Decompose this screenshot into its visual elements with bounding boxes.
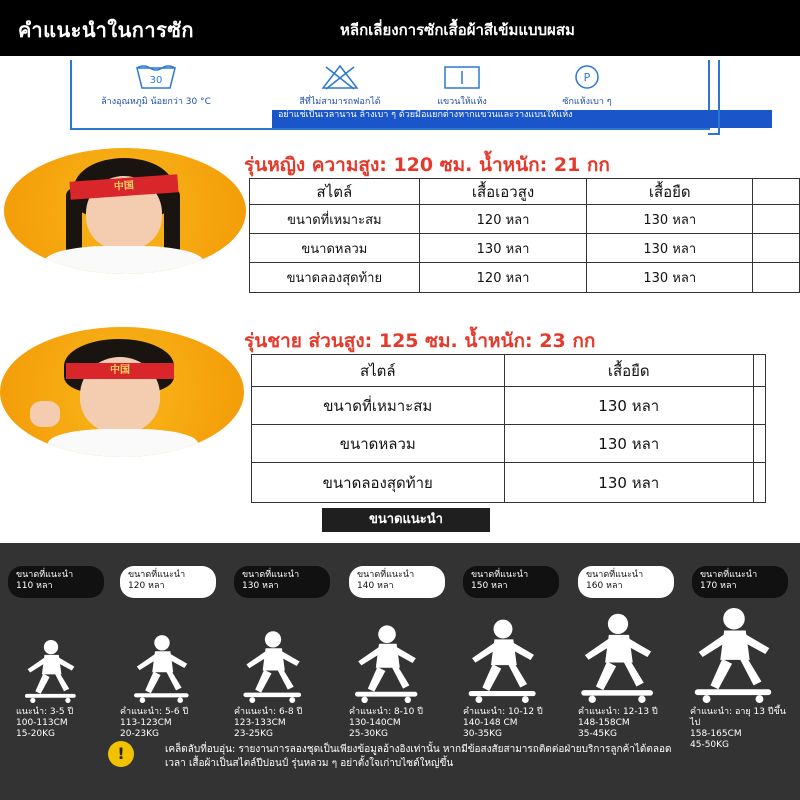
care-frame-corner — [708, 60, 720, 135]
size-bubble-150 — [463, 566, 559, 598]
table-header-cell: เสื้อยืด — [504, 355, 753, 387]
table-cell-empty — [754, 425, 766, 463]
size-weight: 30-35KG — [463, 729, 503, 739]
table-cell: ขนาดหลวม — [252, 425, 505, 463]
table-cell: 130 หลา — [419, 234, 587, 263]
girl-shirt — [44, 246, 204, 274]
care-label-dryclean: ซักแห้งเบา ๆ — [562, 97, 612, 107]
table-cell: 120 หลา — [419, 263, 587, 293]
size-info-110 — [16, 707, 116, 740]
hang-dry-icon — [442, 64, 482, 90]
size-bubble-170 — [692, 566, 788, 598]
care-note: อย่าแช่เป็นเวลานาน ล้างเบา ๆ ด้วยมือแยกต่างหากแขวนและวางแบนให้แห้ง — [272, 110, 772, 128]
boy-size-table — [251, 354, 766, 503]
boy-hand — [30, 401, 60, 427]
skater-figure-150 — [456, 617, 550, 703]
skater-figure-130 — [232, 629, 314, 703]
girl-headband: 中国 — [70, 174, 179, 199]
bubble-label: ขนาดที่แนะนำ — [471, 570, 529, 580]
girl-avatar — [4, 148, 246, 274]
bubble-label: ขนาดที่แนะนำ — [128, 570, 186, 580]
skater-figure-170 — [682, 605, 786, 703]
boy-headband: 中国 — [66, 363, 174, 379]
table-cell: 130 หลา — [504, 463, 753, 503]
care-item-hang — [412, 64, 512, 108]
table-row — [250, 205, 800, 234]
wash-30-icon — [134, 64, 178, 90]
table-cell: 120 หลา — [419, 205, 587, 234]
size-guide-panel — [0, 543, 800, 800]
table-cell: 130 หลา — [504, 425, 753, 463]
size-height: 140-148 CM — [463, 718, 518, 728]
size-bubble-160 — [578, 566, 674, 598]
care-item-wash — [86, 64, 226, 108]
table-cell: ขนาดที่เหมาะสม — [250, 205, 420, 234]
table-cell: ขนาดลองสุดท้าย — [250, 263, 420, 293]
table-header-row — [252, 355, 766, 387]
table-cell: 130 หลา — [587, 234, 753, 263]
table-header-cell: เสื้อเอวสูง — [419, 179, 587, 205]
bubble-label: ขนาดที่แนะนำ — [16, 570, 74, 580]
size-bubble-110 — [8, 566, 104, 598]
size-weight: 20-23KG — [120, 729, 160, 739]
no-bleach-icon — [320, 64, 360, 90]
table-row — [250, 234, 800, 263]
size-bubble-140 — [349, 566, 445, 598]
skater-figure-120 — [124, 633, 200, 703]
table-cell: 130 หลา — [587, 205, 753, 234]
size-age: คำแนะนำ: อายุ 13 ปีขึ้นไป — [690, 707, 786, 728]
bubble-size: 120 หลา — [128, 581, 165, 591]
size-weight: 15-20KG — [16, 729, 56, 739]
skater-figure-140 — [343, 623, 431, 703]
size-age: คำแนะนำ: 5-6 ปี — [120, 707, 189, 717]
table-header-cell: เสื้อยืด — [587, 179, 753, 205]
table-cell-empty — [754, 387, 766, 425]
bubble-label: ขนาดที่แนะนำ — [586, 570, 644, 580]
size-height: 100-113CM — [16, 718, 68, 728]
size-bubble-130 — [234, 566, 330, 598]
table-header-cell: สไตล์ — [252, 355, 505, 387]
bubble-label: ขนาดที่แนะนำ — [357, 570, 415, 580]
table-header-cell-empty — [754, 355, 766, 387]
girl-section-title: รุ่นหญิง ความสูง: 120 ซม. น้ำหนัก: 21 กก — [244, 154, 610, 176]
table-cell: ขนาดหลวม — [250, 234, 420, 263]
size-weight: 25-30KG — [349, 729, 389, 739]
bubble-size: 170 หลา — [700, 581, 737, 591]
table-cell: ขนาดลองสุดท้าย — [252, 463, 505, 503]
size-weight: 35-45KG — [578, 729, 618, 739]
size-info-150 — [463, 707, 568, 740]
size-info-140 — [349, 707, 454, 740]
table-cell-empty — [753, 234, 800, 263]
bubble-label: ขนาดที่แนะนำ — [700, 570, 758, 580]
size-weight: 23-25KG — [234, 729, 274, 739]
table-cell: ขนาดที่เหมาะสม — [252, 387, 505, 425]
size-age: คำแนะนำ: 12-13 ปี — [578, 707, 658, 717]
header-title: คำแนะนำในการซัก — [18, 18, 195, 42]
bubble-size: 150 หลา — [471, 581, 508, 591]
size-weight: 45-50KG — [690, 740, 730, 750]
svg-text:P: P — [583, 71, 591, 84]
skater-figure-110 — [16, 638, 86, 703]
size-info-160 — [578, 707, 683, 740]
bubble-size: 160 หลา — [586, 581, 623, 591]
table-cell-empty — [753, 263, 800, 293]
girl-size-table — [249, 178, 800, 293]
care-item-bleach — [284, 64, 396, 108]
size-bubble-120 — [120, 566, 216, 598]
bubble-label: ขนาดที่แนะนำ — [242, 570, 300, 580]
care-label-hang: แขวนให้แห้ง — [437, 97, 487, 107]
table-cell: 130 หลา — [587, 263, 753, 293]
dry-clean-icon — [570, 64, 604, 90]
size-height: 148-158CM — [578, 718, 630, 728]
table-row — [252, 463, 766, 503]
disclaimer-text: เคล็ดลับที่อบอุ่น: รายงานการลองชุดเป็นเพียงข้อมูลอ้างอิงเท่านั้น หากมีข้อสงสัยสามารถติดต่อฝ่ายบริการลูกค้าได้ตลอดเวลา เสื้อผ้าเป็นสไตล์ปีปอนป์ รุ่นหลวม ๆ อย่าตั้งใจเก่าบไซต์ใหญ่ขึ้น — [165, 744, 672, 769]
table-cell: 130 หลา — [504, 387, 753, 425]
boy-shirt — [48, 429, 198, 457]
table-header-row — [250, 179, 800, 205]
boy-section-title: รุ่นชาย ส่วนสูง: 125 ซม. น้ำหนัก: 23 กก — [244, 330, 596, 352]
table-row — [250, 263, 800, 293]
size-height: 130-140CM — [349, 718, 401, 728]
table-cell-empty — [754, 463, 766, 503]
size-info-130 — [234, 707, 339, 740]
size-height: 113-123CM — [120, 718, 172, 728]
svg-text:30: 30 — [149, 75, 163, 86]
size-info-120 — [120, 707, 225, 740]
table-header-cell: สไตล์ — [250, 179, 420, 205]
size-age: แนะนำ: 3-5 ปี — [16, 707, 74, 717]
size-height: 158-165CM — [690, 729, 742, 739]
size-age: คำแนะนำ: 8-10 ปี — [349, 707, 423, 717]
table-row — [252, 387, 766, 425]
size-age: คำแนะนำ: 10-12 ปี — [463, 707, 543, 717]
header-bar — [0, 0, 800, 56]
warning-icon: ! — [108, 741, 134, 767]
table-header-cell-empty — [753, 179, 800, 205]
header-subtitle: หลีกเลี่ยงการซักเสื้อผ้าสีเข้มแบบผสม — [340, 21, 575, 39]
care-panel — [70, 60, 710, 130]
size-age: คำแนะนำ: 6-8 ปี — [234, 707, 303, 717]
bubble-size: 130 หลา — [242, 581, 279, 591]
care-item-dryclean — [532, 64, 642, 108]
boy-avatar — [0, 327, 244, 457]
bubble-size: 140 หลา — [357, 581, 394, 591]
table-row — [252, 425, 766, 463]
care-label-bleach: สีที่ไม่สามารถฟอกได้ — [299, 97, 381, 107]
care-label-wash: ล้างอุณหภูมิ น้อยกว่า 30 °C — [101, 97, 211, 107]
size-info-170 — [690, 707, 795, 751]
bubble-size: 110 หลา — [16, 581, 53, 591]
recommend-tab: ขนาดแนะนำ — [322, 508, 490, 532]
table-cell-empty — [753, 205, 800, 234]
skater-figure-160 — [568, 611, 668, 703]
size-height: 123-133CM — [234, 718, 286, 728]
